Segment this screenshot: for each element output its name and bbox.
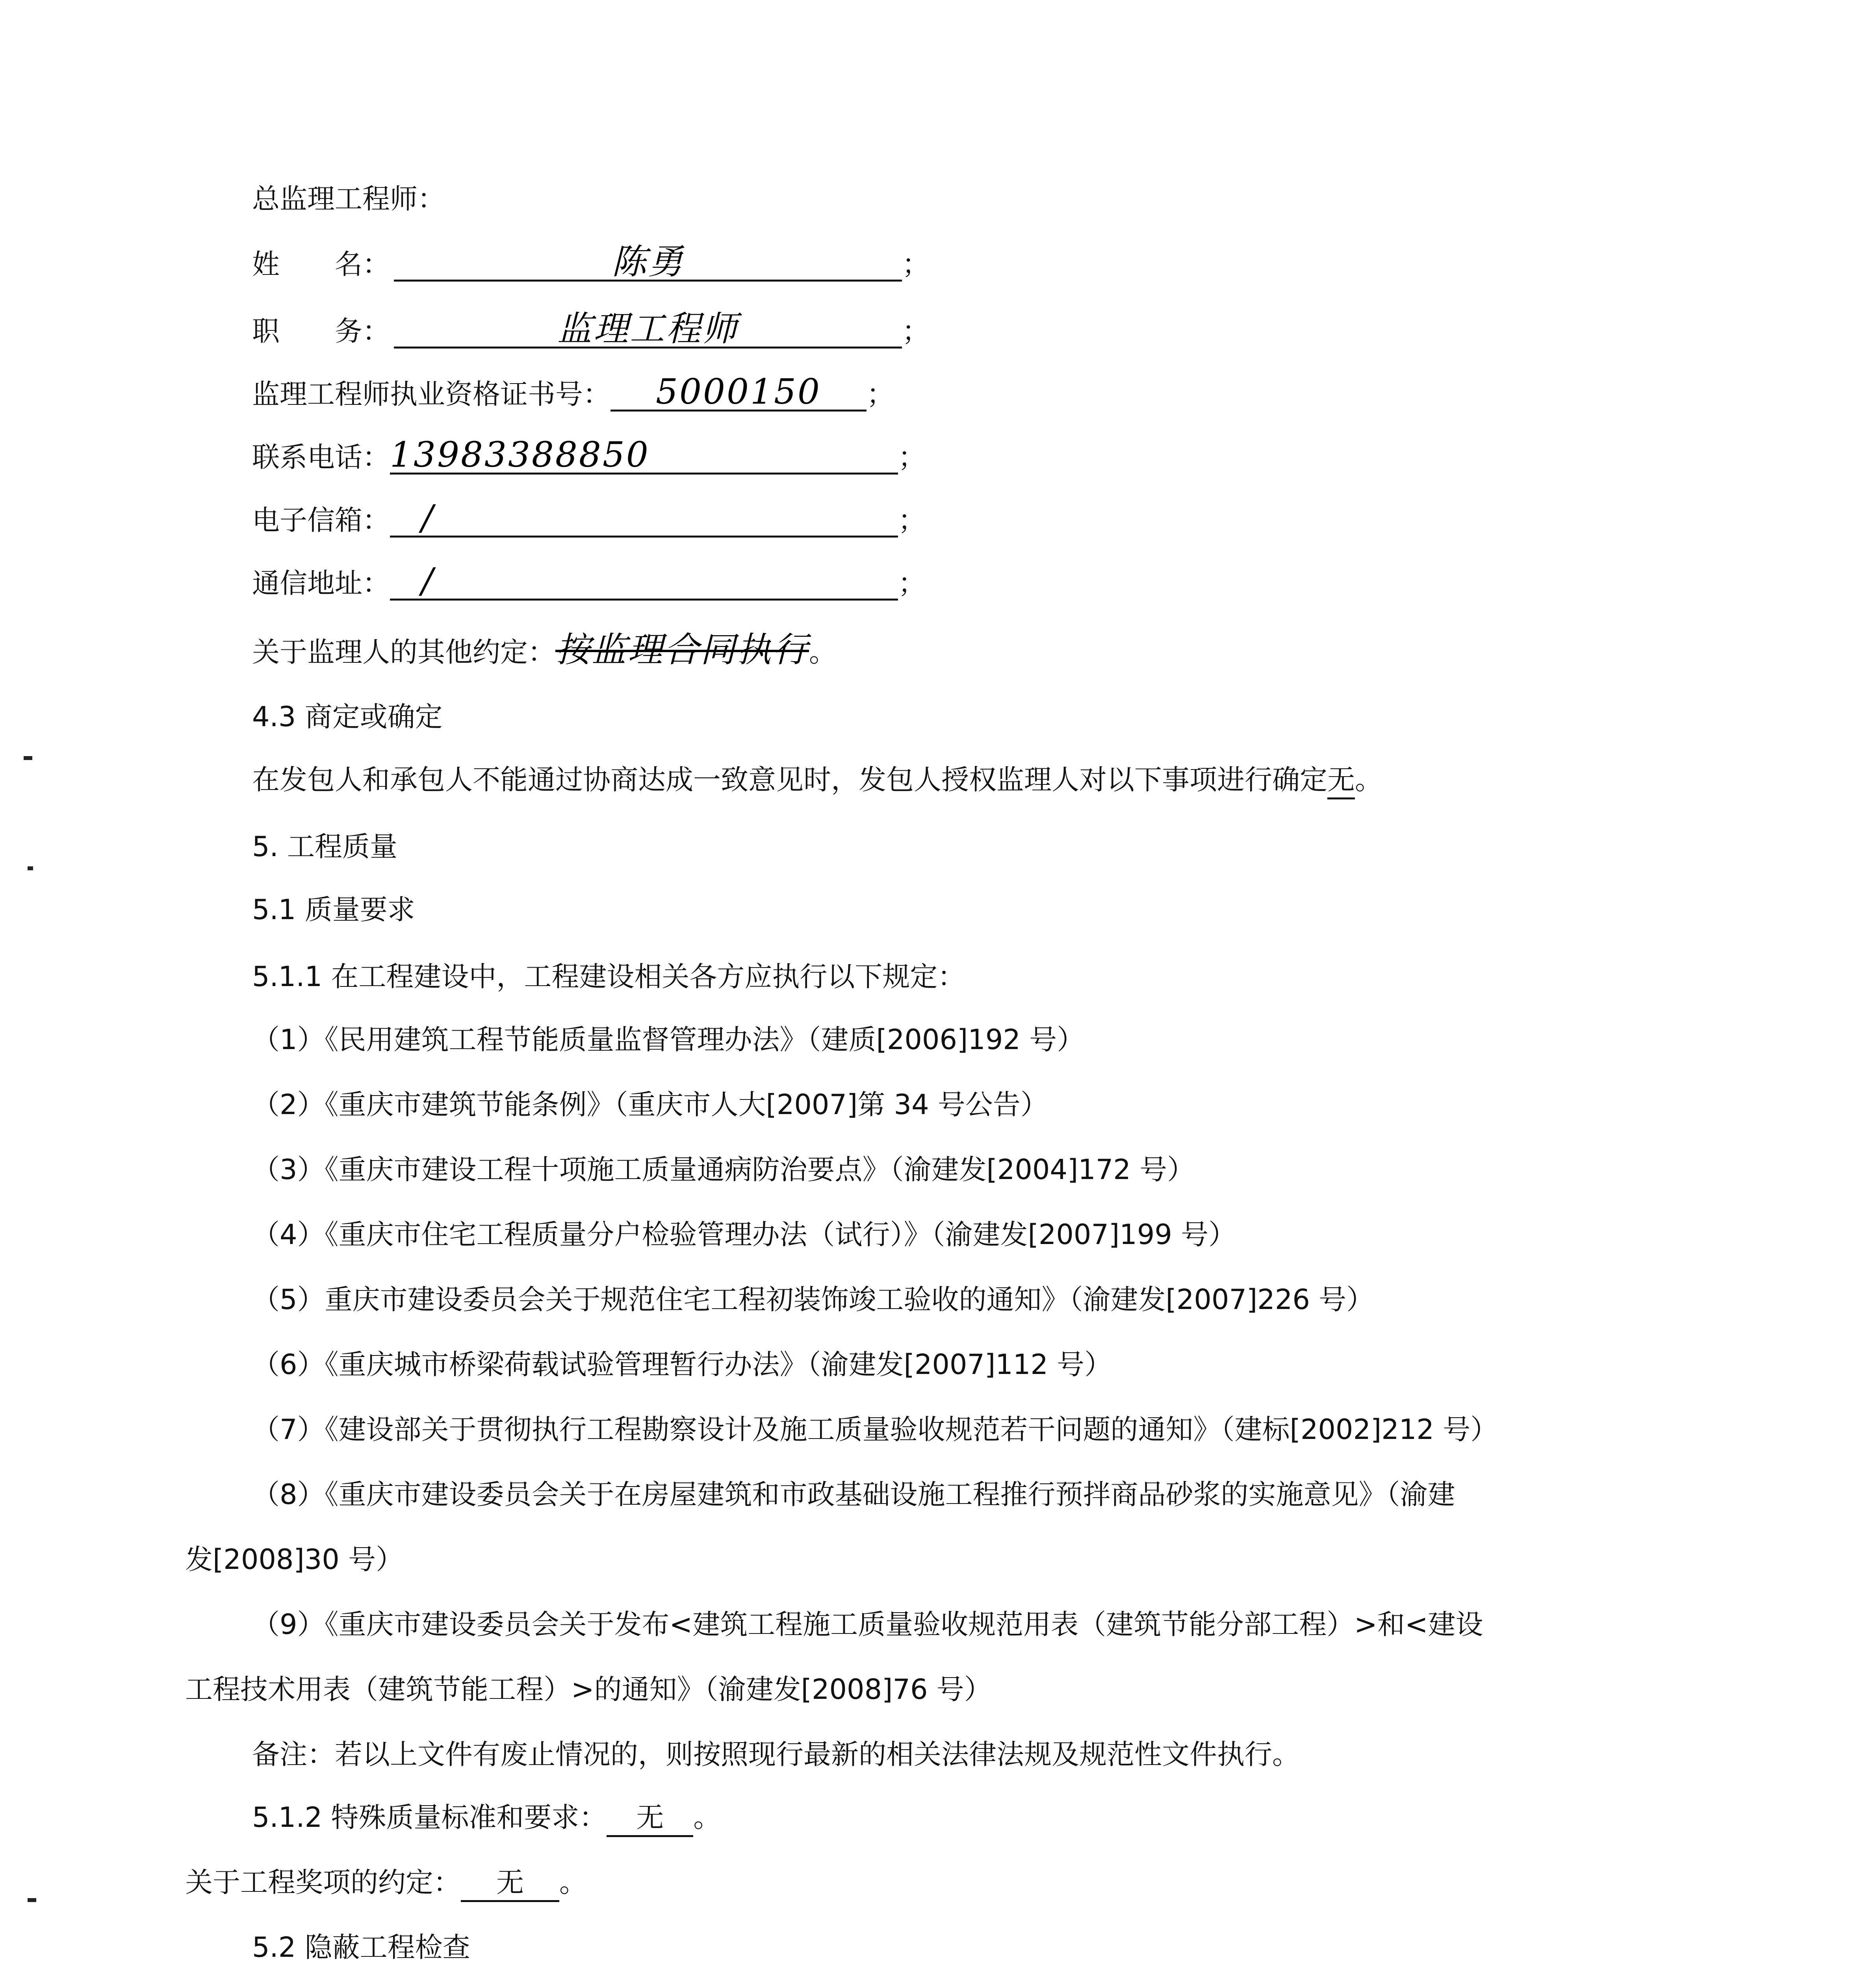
section-5-1-heading: 5.1 质量要求 — [252, 894, 415, 926]
end-mark: ； — [867, 378, 894, 410]
position-label: 职 务： — [252, 315, 390, 347]
other-value: 按监理合同执行 — [555, 629, 809, 670]
email-row — [252, 497, 926, 540]
other-label: 关于监理人的其他约定： — [252, 636, 555, 668]
s4-3-text-before: 在发包人和承包人不能通过协商达成一致意见时，发包人授权监理人对以下事项进行确定 — [252, 764, 1327, 796]
special-quality-value: 无 — [607, 1800, 693, 1837]
scan-speck — [28, 866, 33, 870]
s4-3-text-after: 。 — [1355, 764, 1382, 796]
section-5-1-1: 5.1.1 在工程建设中，工程建设相关各方应执行以下规定： — [252, 960, 965, 993]
phone-row — [252, 434, 926, 477]
cert-value: 5000150 — [610, 374, 867, 412]
address-value: / — [390, 563, 898, 601]
end-mark: ； — [898, 441, 926, 473]
end-mark: ； — [898, 567, 926, 599]
supervisor-heading: 总监理工程师： — [252, 183, 445, 215]
end-mark: ； — [902, 315, 930, 347]
scan-speck — [24, 756, 32, 760]
cert-row — [252, 371, 894, 414]
end-mark: ； — [902, 248, 930, 280]
section-5-heading: 5. 工程质量 — [252, 831, 398, 863]
regulation-item: （2）《重庆市建筑节能条例》（重庆市人大[2007]第 34 号公告） — [252, 1088, 1048, 1121]
period: 。 — [693, 1801, 721, 1834]
award-row — [185, 1863, 587, 1902]
email-label: 电子信箱： — [252, 504, 390, 536]
address-row — [252, 560, 926, 603]
special-quality-row — [252, 1798, 721, 1837]
position-value: 监理工程师 — [394, 311, 902, 349]
phone-value: 13983388850 — [390, 437, 898, 475]
end-mark: ； — [898, 504, 926, 536]
regulation-item: （6）《重庆城市桥梁荷载试验管理暂行办法》（渝建发[2007]112 号） — [252, 1348, 1112, 1381]
regulation-item: （1）《民用建筑工程节能质量监督管理办法》（建质[2006]192 号） — [252, 1023, 1085, 1056]
phone-label: 联系电话： — [252, 441, 390, 473]
position-row — [252, 308, 930, 351]
period: 。 — [809, 636, 837, 668]
s4-3-value: 无 — [1327, 762, 1355, 799]
regulation-item-8-line1: （8）《重庆市建设委员会关于在房屋建筑和市政基础设施工程推行预拌商品砂浆的实施意见》（渝建 — [252, 1478, 1455, 1511]
section-4-3-text — [252, 760, 1382, 799]
regulation-item: （5）重庆市建设委员会关于规范住宅工程初装饰竣工验收的通知》（渝建发[2007]226 号） — [252, 1283, 1374, 1316]
regulation-item: （7）《建设部关于贯彻执行工程勘察设计及施工质量验收规范若干问题的通知》（建标[2002]212 号） — [252, 1413, 1498, 1446]
regulation-item-9-line1: （9）《重庆市建设委员会关于发布<建筑工程施工质量验收规范用表（建筑节能分部工程）>和<建设 — [252, 1608, 1483, 1641]
regulation-item-9-line2: 工程技术用表（建筑节能工程）>的通知》（渝建发[2008]76 号） — [185, 1673, 992, 1706]
scan-speck — [28, 1898, 36, 1902]
regulation-item: （3）《重庆市建设工程十项施工质量通病防治要点》（渝建发[2004]172 号） — [252, 1153, 1195, 1186]
special-quality-label: 5.1.2 特殊质量标准和要求： — [252, 1801, 607, 1834]
email-value: / — [390, 500, 898, 538]
award-label: 关于工程奖项的约定： — [185, 1866, 461, 1899]
other-agreement-row — [252, 630, 837, 672]
name-row — [252, 241, 930, 284]
regulation-item-8-line2: 发[2008]30 号） — [185, 1543, 404, 1576]
section-5-2-heading: 5.2 隐蔽工程检查 — [252, 1931, 470, 1963]
regulation-item: （4）《重庆市住宅工程质量分户检验管理办法（试行）》（渝建发[2007]199 号） — [252, 1218, 1236, 1251]
note: 备注：若以上文件有废止情况的，则按照现行最新的相关法律法规及规范性文件执行。 — [252, 1738, 1300, 1771]
name-value: 陈勇 — [394, 244, 902, 282]
address-label: 通信地址： — [252, 567, 390, 599]
cert-label: 监理工程师执业资格证书号： — [252, 378, 610, 410]
award-value: 无 — [461, 1865, 559, 1902]
section-4-3-heading: 4.3 商定或确定 — [252, 701, 443, 733]
period: 。 — [559, 1866, 587, 1899]
name-label: 姓 名： — [252, 248, 390, 280]
